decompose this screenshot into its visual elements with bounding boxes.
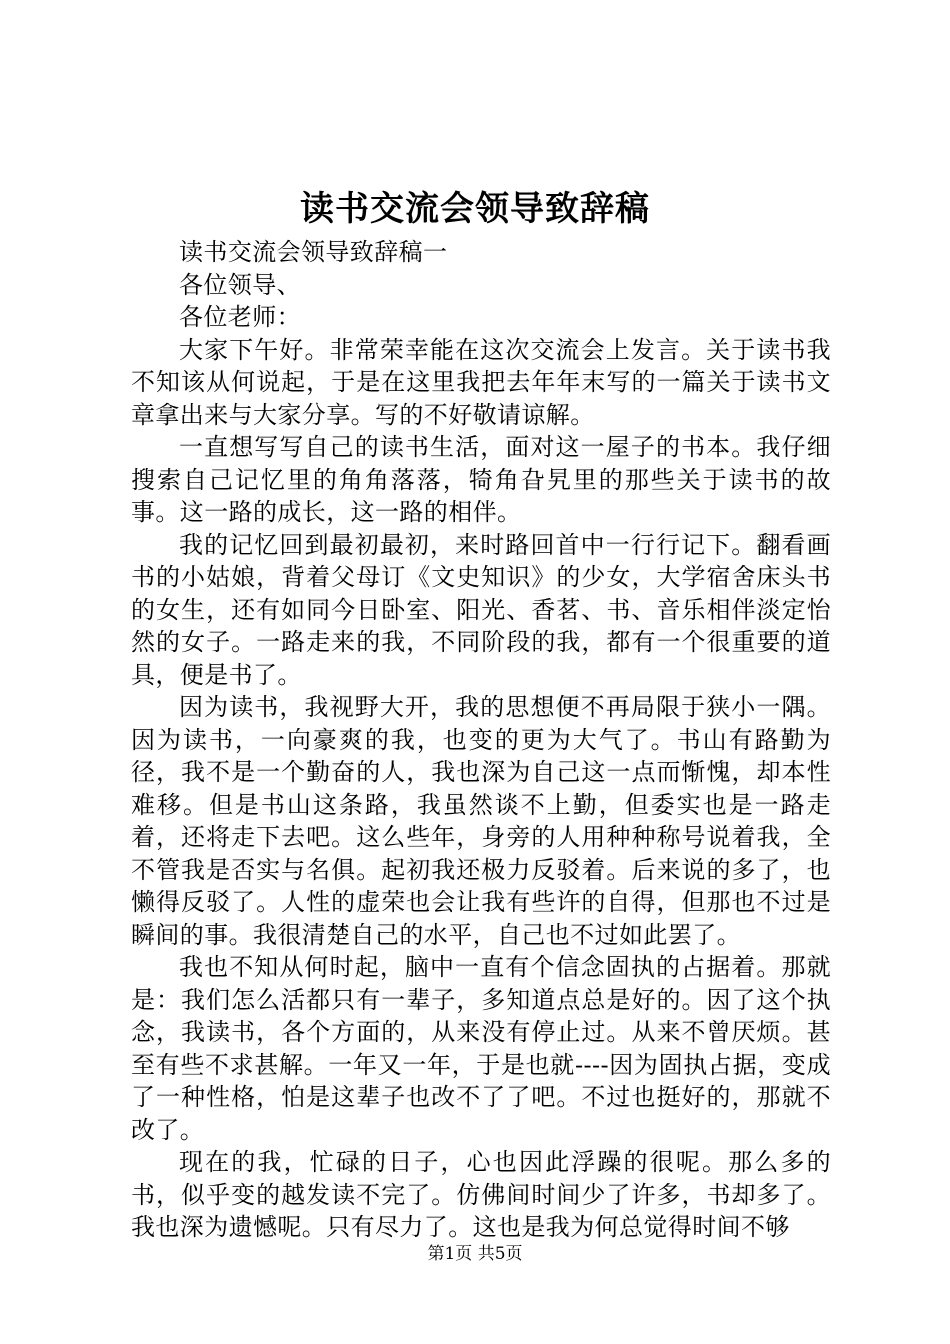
paragraph: 大家下午好。非常荣幸能在这次交流会上发言。关于读书我不知该从何说起，于是在这里我把去年年末写的一篇关于读书文章拿出来与大家分享。写的不好敬请谅解。: [131, 335, 831, 429]
paragraph: 我也不知从何时起，脑中一直有个信念固执的占据着。那就是：我们怎么活都只有一辈子，多知道点总是好的。因了这个执念，我读书，各个方面的，从来没有停止过。从来不曾厌烦。甚至有些不求甚解。一年又一年，于是也就----因为固执占据，变成了一种性格，怕是这辈子也改不了了吧。不过也挺好的，那就不改了。: [131, 953, 831, 1144]
paragraph: 我的记忆回到最初最初，来时路回首中一行行记下。翻看画书的小姑娘，背着父母订《文史知识》的少女，大学宿舍床头书的女生，还有如同今日卧室、阳光、香茗、书、音乐相伴淡定怡然的女子。一路走来的我，不同阶段的我，都有一个很重要的道具，便是书了。: [131, 530, 831, 689]
paragraph-salutation-teachers: 各位老师：: [179, 303, 301, 331]
paragraph-heading: 读书交流会领导致辞稿一: [179, 238, 448, 266]
page-number-footer: 第1页 共5页: [427, 1244, 523, 1264]
document-title: 读书交流会领导致辞稿: [300, 189, 650, 229]
paragraph: 一直想写写自己的读书生活，面对这一屋子的书本。我仔细搜索自己记忆里的角角落落，犄角旮旯里的那些关于读书的故事。这一路的成长，这一路的相伴。: [131, 433, 831, 526]
paragraph: 现在的我，忙碌的日子，心也因此浮躁的很呢。那么多的书，似乎变的越发读不完了。仿佛间时间少了许多，书却多了。我也深为遗憾呢。只有尽力了。这也是我为何总觉得时间不够: [131, 1148, 831, 1241]
document-body: [131, 236, 831, 1244]
paragraph-salutation-leaders: 各位领导、: [179, 270, 301, 299]
paragraph: 因为读书，我视野大开，我的思想便不再局限于狭小一隅。因为读书，一向豪爽的我，也变的更为大气了。书山有路勤为径，我不是一个勤奋的人，我也深为自己这一点而惭愧，却本性难移。但是书山这条路，我虽然谈不上勤，但委实也是一路走着，还将走下去吧。这么些年，身旁的人用种种称号说着我，全不管我是否实与名俱。起初我还极力反驳着。后来说的多了，也懒得反驳了。人性的虚荣也会让我有些许的自得，但那也不过是瞬间的事。我很清楚自己的水平，自己也不过如此罢了。: [131, 693, 831, 949]
